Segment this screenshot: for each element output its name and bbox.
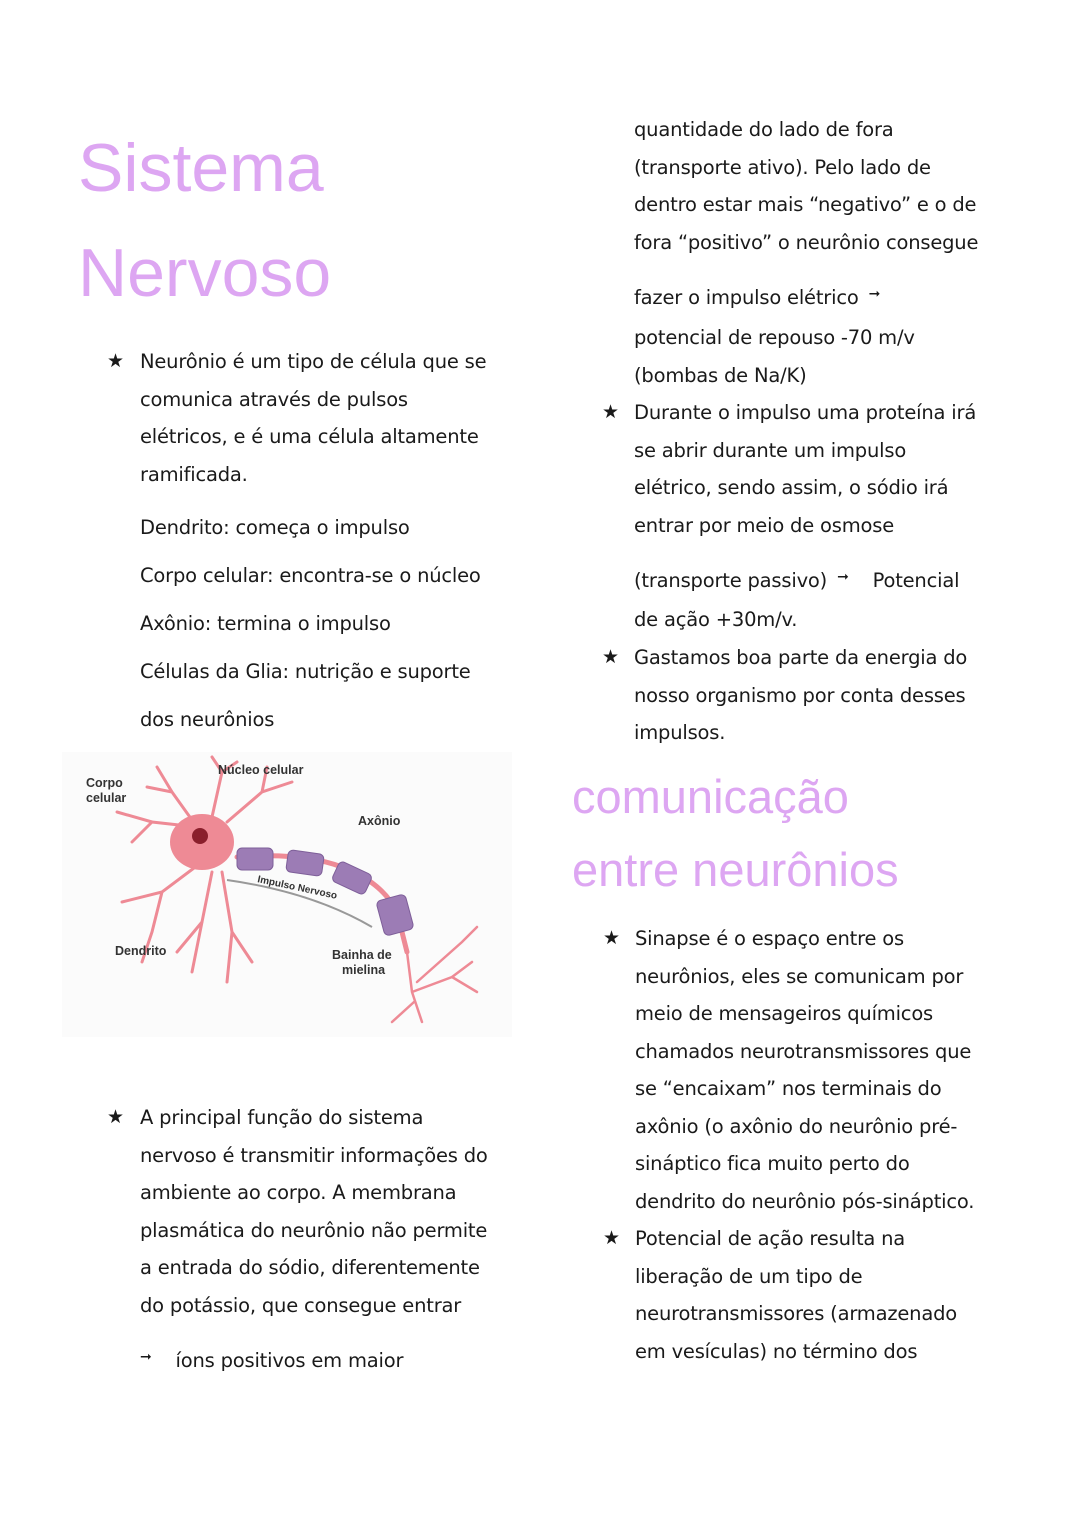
list-item: Corpo celular: encontra-se o núcleo [140,564,481,587]
list-item: Células da Glia: nutrição e suporte [140,660,471,683]
text-line: neurotransmissores (armazenado [635,1302,957,1325]
text-line: potencial de repouso -70 m/v [634,326,915,349]
text-line: sináptico fica muito perto do [635,1152,910,1175]
arrow-right-icon: ➞ [868,286,881,302]
text-line: de ação +30m/v. [634,608,798,631]
action-paragraph [635,1220,957,1370]
label-corpo-celular: Corpo [86,776,123,790]
neuron-parts-list [140,504,481,744]
text-line: (transporte passivo) [634,569,828,592]
text-line: A principal função do sistema [140,1106,424,1129]
bullet-star-icon: ★ [602,401,620,423]
during-paragraph [634,394,976,544]
passive-line [634,559,959,600]
bullet-star-icon: ★ [107,1106,125,1128]
text-line: Durante o impulso uma proteína irá [634,401,977,424]
section-heading-line2: entre neurônios [572,843,899,896]
bullet-star-icon: ★ [107,350,125,372]
bullet-star-icon: ★ [602,646,620,668]
text-line: dentro estar mais “negativo” e o de [634,193,977,216]
list-item: Dendrito: começa o impulso [140,516,410,539]
text-line: Gastamos boa parte da energia do [634,646,968,669]
neuron-diagram [62,752,512,1037]
text-line: elétricos, e é uma célula altamente [140,425,479,448]
text-line: quantidade do lado de fora [634,118,894,141]
text-line: Neurônio é um tipo de célula que se [140,350,487,373]
text-line: meio de mensageiros químicos [635,1002,934,1025]
label-corpo-celular-2: celular [86,791,127,805]
text-line: dendrito do neurônio pós-sináptico. [635,1189,975,1213]
label-impulso: Impulso Nervoso [256,874,339,902]
text-line: liberação de um tipo de [635,1264,863,1288]
text-line: chamados neurotransmissores que [635,1039,972,1063]
label-mielina: mielina [342,963,386,977]
bullet-star-icon: ★ [603,1227,621,1249]
text-line: neurônios, eles se comunicam por [635,964,964,988]
label-nucleo: Núcleo celular [218,763,304,777]
text-line: ambiente ao corpo. A membrana [140,1181,457,1204]
text-line: axônio (o axônio do neurônio pré- [635,1114,958,1138]
arrow-right-icon: ➞ [140,1349,152,1365]
arrow-right-icon: ➞ [837,569,849,585]
text-line: Potencial de ação resulta na [635,1227,906,1250]
section-heading-line1: comunicação [572,770,849,823]
text-line: nervoso é transmitir informações do [140,1143,488,1167]
list-item: Axônio: termina o impulso [140,612,391,635]
text-line: (bombas de Na/K) [634,363,807,387]
ions-line [140,1339,403,1380]
page-title-line1: Sistema [78,130,324,206]
label-dendrito: Dendrito [115,944,167,958]
page-title-line2: Nervoso [78,235,332,311]
energy-paragraph [634,639,967,752]
text-line-impulso [634,276,880,317]
text-line: comunica através de pulsos [140,387,408,411]
text-line: do potássio, que consegue entrar [140,1293,462,1317]
label-axonio: Axônio [358,814,401,828]
text-line: a entrada do sódio, diferentemente [140,1256,480,1279]
text-line: em vesículas) no término dos [635,1339,918,1363]
text-line: elétrico, sendo assim, o sódio irá [634,476,949,499]
text-line: fazer o impulso elétrico [634,286,859,309]
list-item: dos neurônios [140,708,275,731]
text-line: fora “positivo” o neurônio consegue [634,230,979,254]
resting-potential [634,319,915,394]
synapse-paragraph [635,920,974,1220]
continued-paragraph [634,111,978,261]
text-line: plasmática do neurônio não permite [140,1218,488,1242]
text-line: ramificada. [140,462,248,486]
text-line: impulsos. [634,721,726,744]
label-bainha: Bainha de [332,948,392,962]
text-line: entrar por meio de osmose [634,513,894,537]
function-paragraph [140,1099,488,1324]
text-line: se “encaixam” nos terminais do [635,1077,942,1100]
text-line: íons positivos em maior [175,1349,404,1372]
bullet-star-icon: ★ [603,927,621,949]
text-line: nosso organismo por conta desses [634,683,966,707]
text-line: Sinapse é o espaço entre os [635,927,904,950]
text-line: se abrir durante um impulso [634,438,907,462]
text-line: (transporte ativo). Pelo lado de [634,155,931,179]
intro-paragraph [140,343,486,493]
text-line: Potencial [872,569,960,592]
